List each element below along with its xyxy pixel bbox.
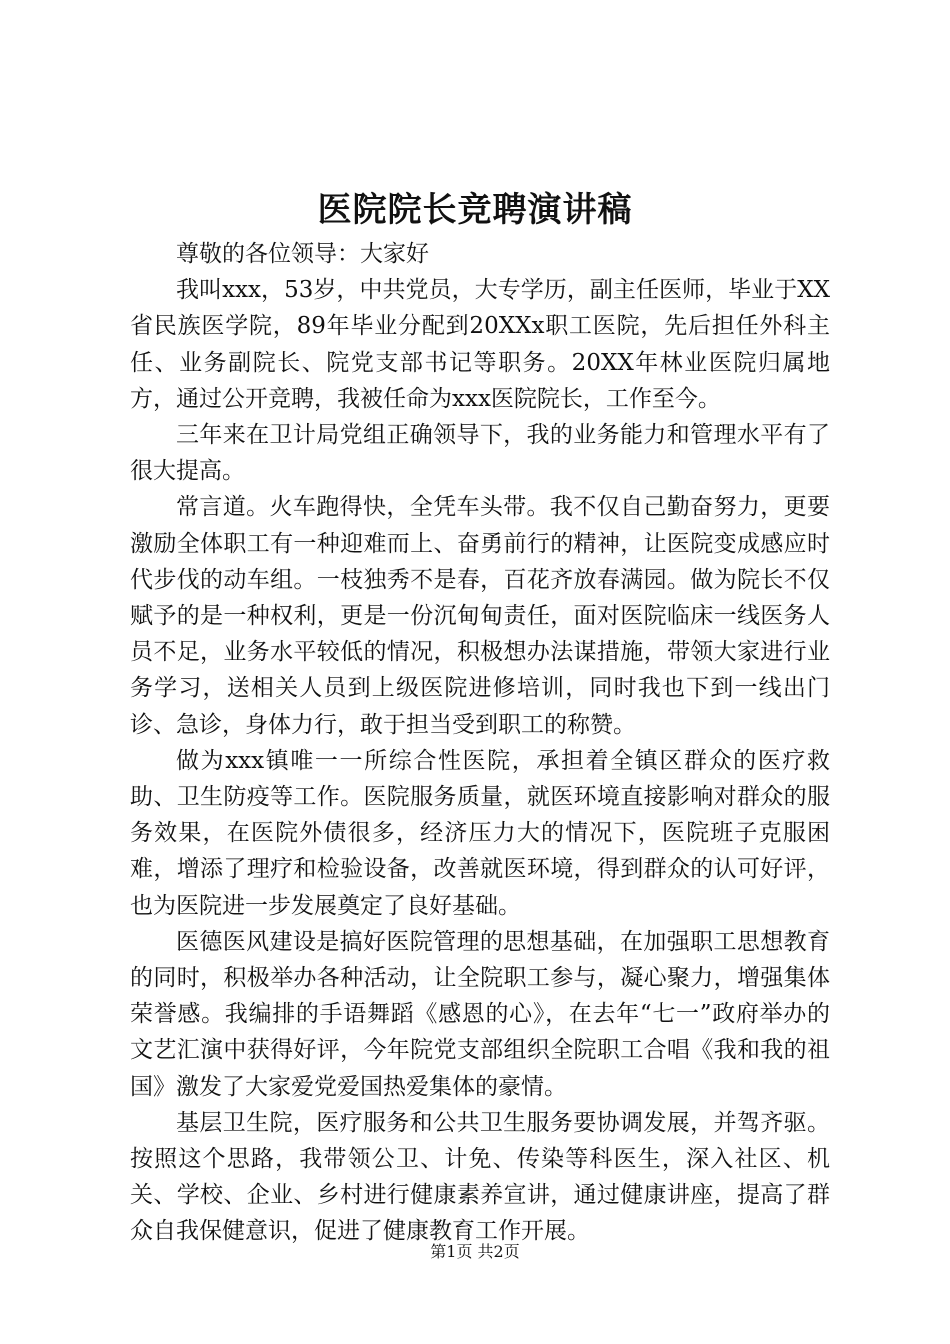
- document-title: 医院院长竞聘演讲稿: [317, 190, 633, 230]
- body-paragraph: 常言道。火车跑得快，全凭车头带。我不仅自己勤奋努力，更要激励全体职工有一种迎难而上、奋勇前行的精神，让医院变成感应时代步伐的动车组。一枝独秀不是春，百花齐放春满园。做为院长不仅赋予的是一种权利，更是一份沉甸甸责任，面对医院临床一线医务人员不足，业务水平较低的情况，积极想办法谋措施，带领大家进行业务学习，送相关人员到上级医院进修培训，同时我也下到一线出门诊、急诊，身体力行，敢于担当受到职工的称赞。: [130, 494, 830, 738]
- body-paragraph: 三年来在卫计局党组正确领导下，我的业务能力和管理水平有了很大提高。: [130, 422, 830, 485]
- document-body: [130, 236, 830, 1250]
- body-paragraph: 我叫xxx，53岁，中共党员，大专学历，副主任医师，毕业于XX省民族医学院，89年毕业分配到20XXx职工医院，先后担任外科主任、业务副院长、院党支部书记等职务。20XX年林业医院归属地方，通过公开竞聘，我被任命为xxx医院院长，工作至今。: [130, 277, 830, 412]
- body-paragraph: 基层卫生院，医疗服务和公共卫生服务要协调发展，并驾齐驱。按照这个思路，我带领公卫、计免、传染等科医生，深入社区、机关、学校、企业、乡村进行健康素养宣讲，通过健康讲座，提高了群众自我保健意识，促进了健康教育工作开展。: [130, 1109, 830, 1245]
- body-paragraph: 做为xxx镇唯一一所综合性医院，承担着全镇区群众的医疗救助、卫生防疫等工作。医院服务质量，就医环境直接影响对群众的服务效果，在医院外债很多，经济压力大的情况下，医院班子克服困难，增添了理疗和检验设备，改善就医环境，得到群众的认可好评，也为医院进一步发展奠定了良好基础。: [130, 747, 830, 919]
- body-paragraph: 医德医风建设是搞好医院管理的思想基础，在加强职工思想教育的同时，积极举办各种活动，让全院职工参与，凝心聚力，增强集体荣誉感。我编排的手语舞蹈《感恩的心》，在去年“七一”政府举办的文艺汇演中获得好评，今年院党支部组织全院职工合唱《我和我的祖国》激发了大家爱党爱国热爱集体的豪情。: [130, 928, 830, 1100]
- salutation-paragraph: 尊敬的各位领导：大家好: [176, 241, 429, 267]
- page-footer: 第1页 共2页: [430, 1242, 520, 1261]
